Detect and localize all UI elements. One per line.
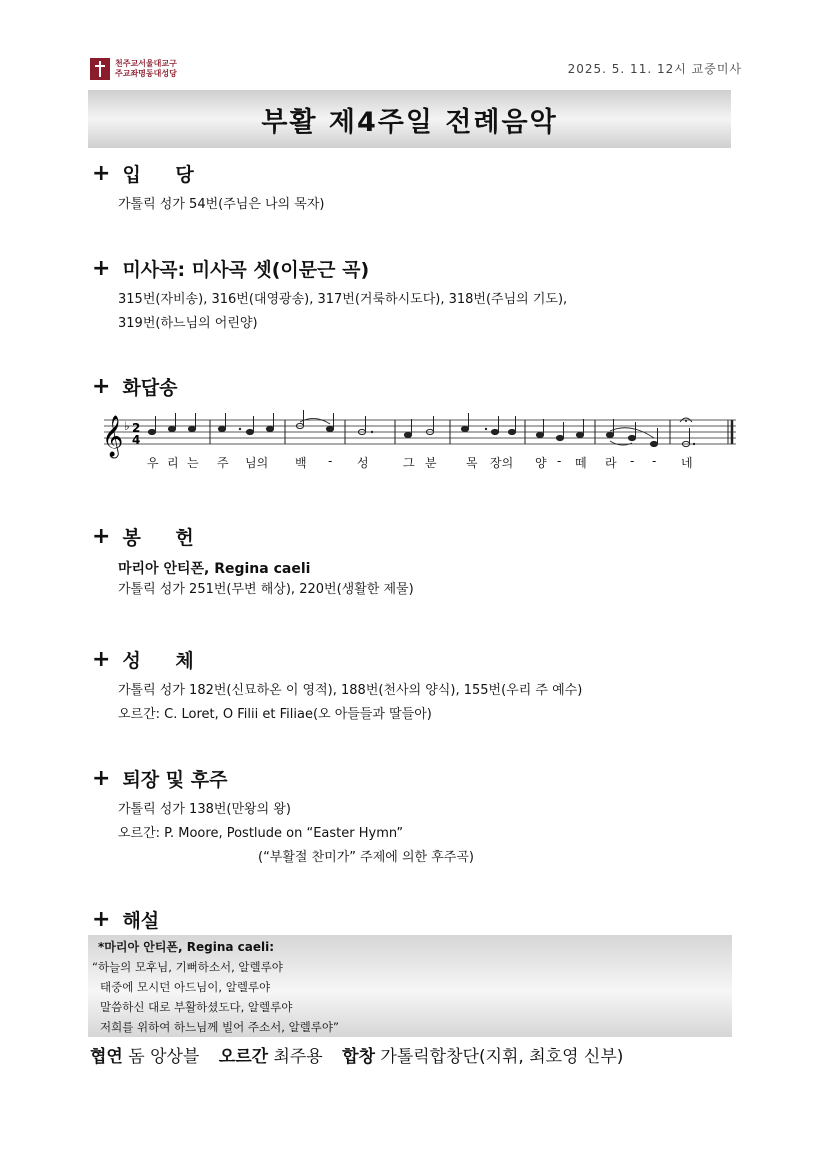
recessional-line: 오르간: P. Moore, Postlude on “Easter Hymn”: [118, 826, 404, 841]
commentary-line: 태중에 모시던 아드님이, 알렐루야: [100, 980, 271, 994]
plus-icon: +: [92, 256, 111, 281]
lyric-syllable: -: [557, 454, 562, 468]
commentary-title: *마리아 안티폰, Regina caeli:: [98, 940, 275, 954]
lyric-syllable: 우: [147, 456, 160, 470]
title-banner: [88, 90, 731, 148]
mass-line: 315번(자비송), 316번(대영광송), 317번(거룩하시도다), 318번(주님의 기도),: [118, 292, 568, 307]
lyric-syllable: 는: [187, 456, 199, 470]
treble-clef-icon: 𝄞: [102, 416, 124, 457]
section-mass: [92, 255, 567, 336]
credits-line: [90, 1042, 623, 1067]
plus-icon: +: [92, 524, 111, 549]
section-heading: 성 체: [122, 650, 208, 672]
section-communion: [92, 646, 582, 727]
section-offertory: [92, 523, 414, 602]
time-signature: 4: [132, 433, 141, 447]
lyric-syllable: 라: [605, 456, 617, 470]
recessional-line: 가톨릭 성가 138번(만왕의 왕): [118, 802, 291, 817]
choir-label: 합창: [342, 1047, 375, 1067]
commentary-line: 말씀하신 대로 부활하셨도다, 알렐루야: [100, 1000, 293, 1014]
entrance-line: 가톨릭 성가 54번(주님은 나의 목자): [118, 197, 325, 212]
lyric-syllable: 네: [681, 456, 693, 470]
flat-icon: ♭: [124, 419, 130, 433]
section-heading: 화답송: [122, 377, 178, 399]
lyric-syllable: 분: [425, 456, 437, 470]
lyric-syllable: 장의: [490, 456, 514, 470]
mass-line: 319번(하느님의 어린양): [118, 316, 258, 331]
logo-line2: 주교좌명동대성당: [115, 69, 177, 78]
time-signature: 2: [132, 421, 141, 435]
lyric-syllable: 그: [403, 456, 415, 470]
plus-icon: +: [92, 161, 111, 186]
section-heading: 입 당: [122, 164, 208, 186]
lyric-syllable: -: [328, 454, 333, 468]
plus-icon: +: [92, 374, 111, 399]
section-commentary: [92, 906, 159, 933]
section-heading: 해설: [122, 910, 160, 932]
offertory-line: 가톨릭 성가 251번(무변 해상), 220번(생활한 제물): [118, 582, 414, 597]
section-entrance: [92, 160, 324, 217]
section-heading: 미사곡: 미사곡 셋(이문근 곡): [122, 259, 370, 281]
plus-icon: +: [92, 647, 111, 672]
lyric-syllable: 리: [167, 456, 179, 470]
section-recessional: [92, 765, 474, 870]
section-heading: 퇴장 및 후주: [122, 769, 228, 791]
organ-value: 최주용: [273, 1047, 323, 1067]
accomp-label: 협연: [90, 1047, 123, 1067]
plus-icon: +: [92, 907, 111, 932]
logo-line1: 천주교서울대교구: [115, 59, 177, 68]
cathedral-logo: [90, 58, 177, 80]
lyric-syllable: 주: [217, 456, 229, 470]
mass-date: 2025. 5. 11. 12시 교중미사: [567, 62, 742, 76]
accomp-value: 돔 앙상블: [128, 1047, 200, 1067]
commentary-line: “하늘의 모후님, 기뻐하소서, 알렐루야: [92, 960, 283, 974]
section-heading: 봉 헌: [122, 527, 208, 549]
lyric-syllable: 양: [535, 456, 547, 470]
fermata-icon: [685, 420, 687, 422]
lyric-syllable: 님의: [245, 456, 269, 470]
commentary-line: 저희를 위하여 하느님께 빌어 주소서, 알렐루야”: [100, 1020, 339, 1034]
lyric-syllable: 목: [466, 456, 478, 470]
section-psalm: [92, 373, 178, 400]
communion-line: 오르간: C. Loret, O Filii et Filiae(오 아들들과 딸들아): [118, 707, 432, 722]
choir-value: 가톨릭합창단(지휘, 최호영 신부): [380, 1047, 624, 1067]
offertory-featured: 마리아 안티폰, Regina caeli: [118, 561, 311, 577]
lyric-syllable: 떼: [575, 456, 587, 470]
communion-line: 가톨릭 성가 182번(신묘하온 이 영적), 188번(천사의 양식), 155번(우리 주 예수): [118, 683, 583, 698]
lyric-syllable: 성: [357, 456, 369, 470]
plus-icon: +: [92, 766, 111, 791]
psalm-lyrics: [100, 454, 740, 474]
page-title: 부활 제4주일 전례음악: [261, 106, 558, 138]
lyric-syllable: -: [652, 454, 657, 468]
cross-icon: [90, 58, 110, 80]
commentary-box: [88, 935, 732, 1037]
organ-label: 오르간: [218, 1047, 269, 1067]
lyric-syllable: -: [630, 454, 635, 468]
lyric-syllable: 백: [295, 456, 307, 470]
recessional-line: (“부활절 찬미가” 주제에 의한 후주곡): [258, 850, 474, 865]
